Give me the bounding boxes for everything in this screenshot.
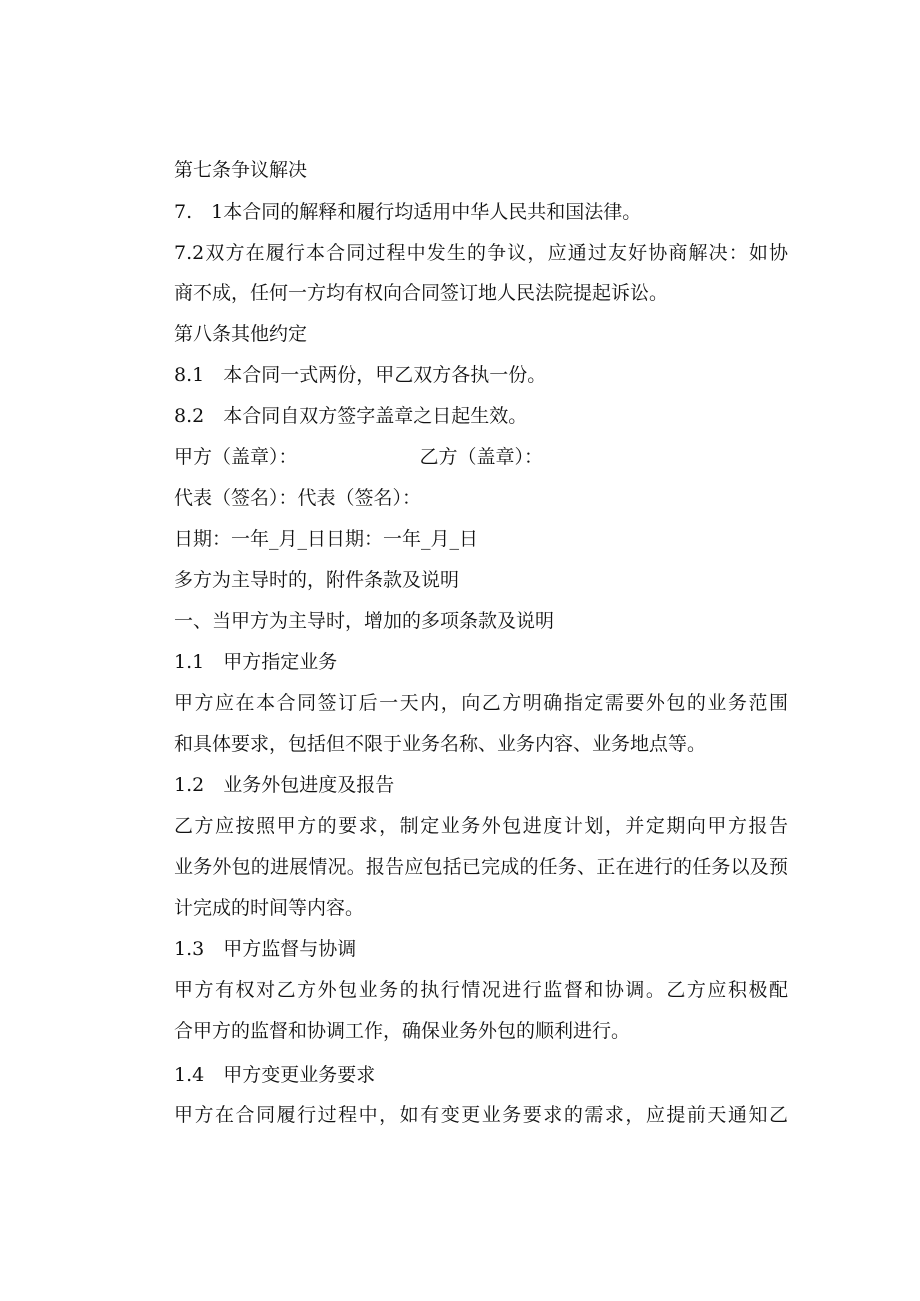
article7-clause-1: 7. 1本合同的解释和履行均适用中华人民共和国法律。	[174, 201, 642, 223]
section-1-1-title: 1.1 甲方指定业务	[174, 651, 338, 673]
article8-clause-2: 8.2 本合同自双方签字盖章之日起生效。	[174, 405, 528, 427]
section-1-3-line1: 甲方有权对乙方外包业务的执行情况进行监督和协调。乙方应积极配	[174, 979, 788, 1001]
section-1-2-line1: 乙方应按照甲方的要求，制定业务外包进度计划，并定期向甲方报告	[174, 815, 788, 837]
party-b-seal: 乙方（盖章）：	[419, 446, 544, 468]
section-1-2-line3: 计完成的时间等内容。	[174, 897, 365, 919]
section-1-2-line2: 业务外包的进展情况。报告应包括已完成的任务、正在进行的任务以及预	[174, 856, 788, 878]
section-1-2-title: 1.2 业务外包进度及报告	[174, 774, 395, 796]
representatives-row: 代表（签名）：代表（签名）：	[174, 487, 422, 509]
section-1-1-line2: 和具体要求，包括但不限于业务名称、业务内容、业务地点等。	[174, 733, 707, 755]
article8-heading: 第八条其他约定	[174, 323, 308, 345]
section-1-3-title: 1.3 甲方监督与协调	[174, 938, 357, 960]
section-1-4-line1: 甲方在合同履行过程中，如有变更业务要求的需求，应提前天通知乙	[174, 1104, 788, 1126]
appendix-section-heading: 一、当甲方为主导时，增加的多项条款及说明	[174, 610, 555, 632]
section-1-1-line1: 甲方应在本合同签订后一天内，向乙方明确指定需要外包的业务范围	[174, 692, 788, 714]
party-a-seal: 甲方（盖章）：	[174, 446, 298, 468]
section-1-3-line2: 合甲方的监督和协调工作，确保业务外包的顺利进行。	[174, 1020, 631, 1042]
article8-clause-1: 8.1 本合同一式两份，甲乙双方各执一份。	[174, 364, 547, 386]
seal-row	[174, 445, 543, 469]
article7-clause-2-line1: 7.2双方在履行本合同过程中发生的争议，应通过友好协商解决：如协	[174, 242, 788, 264]
dates-row: 日期：一年_月_日日期：一年_月_日	[174, 528, 479, 550]
section-1-4-title: 1.4 甲方变更业务要求	[174, 1064, 376, 1086]
appendix-intro: 多方为主导时的，附件条款及说明	[174, 569, 460, 591]
article7-heading: 第七条争议解决	[174, 159, 308, 181]
article7-clause-2-line2: 商不成，任何一方均有权向合同签订地人民法院提起诉讼。	[174, 282, 669, 304]
